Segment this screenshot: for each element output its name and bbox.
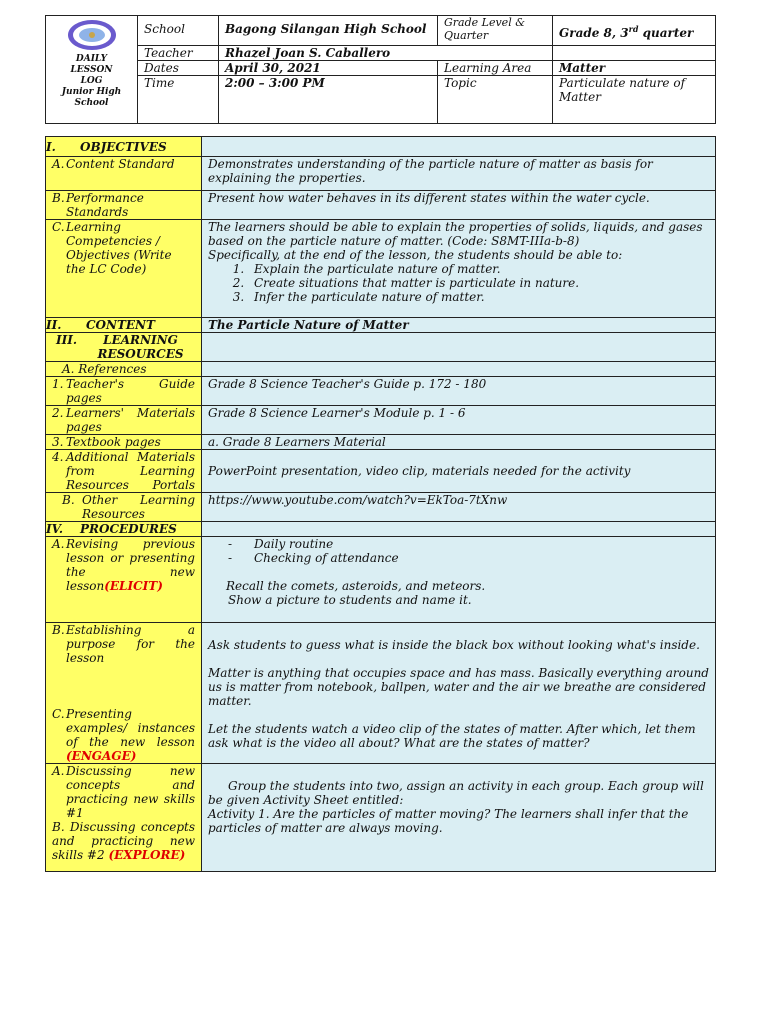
- content-standard-value: Demonstrates understanding of the particle nature of matter as basis for explaining the properties.: [202, 157, 716, 191]
- spacer: [208, 652, 709, 666]
- logo-label-lesson: LESSON: [70, 65, 113, 75]
- list-item: 3. Infer the particulate nature of matter.: [248, 290, 709, 304]
- learning-competencies-value: [202, 220, 716, 318]
- learning-resources-empty: [202, 333, 716, 362]
- discuss-2-text: [52, 820, 195, 862]
- procedures-heading-num: IV.: [46, 522, 64, 536]
- dates-value: April 30, 2021: [219, 61, 438, 76]
- other-resources-num: B.: [62, 493, 75, 507]
- learning-competencies-text-label: Learning Competencies / Objectives (Write the LC Code): [66, 220, 172, 276]
- examples-text: [66, 707, 195, 763]
- performance-standards-value: Present how water behaves in its different states within the water cycle.: [202, 191, 716, 220]
- textbook-pages-label: [46, 435, 202, 450]
- learners-materials-text-label: Learners' Materials pages: [66, 406, 195, 434]
- grade-level-sup: rd: [628, 24, 639, 34]
- explore-value: [202, 764, 716, 872]
- explore-paragraph-2: Activity 1. Are the particles of matter moving? The learners shall infer that the particles of matter are always moving.: [208, 807, 689, 835]
- objectives-heading: [46, 137, 202, 157]
- teacher-label: Teacher: [138, 46, 219, 61]
- learning-resources-num: III.: [56, 333, 78, 347]
- purpose-num: B.: [52, 623, 65, 637]
- other-resources-link[interactable]: https://www.youtube.com/watch?v=EkToa-7tXnw: [202, 493, 716, 522]
- competencies-text: The learners should be able to explain the properties of solids, liquids, and gases based on the particle nature of matter. (Code: S8MT-IIIa-b-8): [208, 220, 703, 248]
- topic-label: Topic: [438, 76, 553, 124]
- review-text-label: Revising previous lesson or presenting the new lesson: [66, 537, 195, 593]
- performance-standards-text-label: Performance Standards: [66, 191, 144, 219]
- blank-cell: [553, 46, 716, 61]
- content-standard-label: [46, 157, 202, 191]
- explore-label: [46, 764, 202, 872]
- elicit-tag: (ELICIT): [104, 579, 163, 593]
- spacer: [208, 708, 709, 722]
- learning-resources-text: LEARNING RESOURCES: [97, 333, 184, 361]
- logo-cell: [46, 16, 138, 124]
- explore-tag: (EXPLORE): [108, 848, 186, 862]
- teachers-guide-value: Grade 8 Science Teacher's Guide p. 172 - 180: [202, 377, 716, 406]
- other-resources-text-label: Other Learning Resources: [82, 493, 195, 521]
- objectives-heading-num: I.: [46, 140, 56, 154]
- content-heading-text: CONTENT: [86, 318, 155, 332]
- objectives-heading-text: OBJECTIVES: [80, 140, 167, 154]
- list-item: - Daily routine: [228, 537, 709, 551]
- procedures-heading-text: PROCEDURES: [80, 522, 177, 536]
- content-heading: [46, 318, 202, 333]
- dates-label: Dates: [138, 61, 219, 76]
- grade-level-text: Grade 8, 3: [559, 26, 629, 40]
- additional-materials-value: PowerPoint presentation, video clip, materials needed for the activity: [202, 450, 716, 493]
- grade-level-suffix: quarter: [638, 26, 694, 40]
- time-label: Time: [138, 76, 219, 124]
- examples-text-label: Presenting examples/ instances of the new lesson: [66, 707, 195, 749]
- review-value: [202, 537, 716, 623]
- list-item: 1. Explain the particulate nature of matter.: [248, 262, 709, 276]
- logo-label-school: School: [74, 98, 109, 108]
- textbook-pages-num: 3.: [52, 435, 64, 449]
- additional-materials-label: [46, 450, 202, 493]
- review-line-2: Show a picture to students and name it.: [228, 593, 472, 607]
- list-item: - Checking of attendance: [228, 551, 709, 565]
- header-table: [45, 15, 716, 124]
- engage-paragraph-2: Matter is anything that occupies space and has mass. Basically everything around us is matter from notebook, ballpen, water and the air we breathe are considered matter.: [208, 666, 709, 708]
- competencies-intro: Specifically, at the end of the lesson, the students should be able to:: [208, 248, 623, 262]
- content-standard-num: A.: [52, 157, 65, 171]
- list-item: 2. Create situations that matter is particulate in nature.: [248, 276, 709, 290]
- engage-tag: (ENGAGE): [66, 749, 137, 763]
- learners-materials-num: 2.: [52, 406, 64, 420]
- purpose-text-label: Establishing a purpose for the lesson: [66, 623, 195, 665]
- references-empty: [202, 362, 716, 377]
- learning-area-label: Learning Area: [438, 61, 553, 76]
- learning-competencies-label: [46, 220, 202, 318]
- learners-materials-value: Grade 8 Science Learner's Module p. 1 - 6: [202, 406, 716, 435]
- school-label: School: [138, 16, 219, 46]
- spacer: [208, 565, 709, 579]
- topic-value: Particulate nature of Matter: [553, 76, 716, 124]
- lesson-plan-table: [45, 136, 716, 872]
- learning-area-value: Matter: [553, 61, 716, 76]
- procedures-heading: [46, 522, 202, 537]
- discuss-1-text-label: Discussing new concepts and practicing new skills #1: [66, 764, 195, 820]
- learning-competencies-num: C.: [52, 220, 65, 234]
- explore-paragraph-1: Group the students into two, assign an activity in each group. Each group will be given Activity Sheet entitled:: [208, 779, 704, 807]
- review-text: [66, 537, 195, 593]
- performance-standards-num: B.: [52, 191, 65, 205]
- time-value: 2:00 – 3:00 PM: [219, 76, 438, 124]
- school-value: Bagong Silangan High School: [219, 16, 438, 46]
- grade-level-label: Grade Level & Quarter: [438, 16, 553, 46]
- review-list: [208, 537, 709, 565]
- teachers-guide-label: [46, 377, 202, 406]
- discuss-2-text-label: B. Discussing concepts and practicing new skills #2: [52, 820, 195, 862]
- engage-label: [46, 623, 202, 764]
- engage-value: [202, 623, 716, 764]
- logo-label-log: LOG: [80, 76, 103, 86]
- engage-paragraph-1: Ask students to guess what is inside the black box without looking what's inside.: [208, 638, 700, 652]
- learners-materials-label: [46, 406, 202, 435]
- additional-materials-text-label: Additional Materials from Learning Resources Portals: [66, 450, 195, 492]
- textbook-pages-text-label: Textbook pages: [66, 435, 161, 449]
- references-label: A. References: [46, 362, 202, 377]
- grade-level-value: [553, 16, 716, 46]
- textbook-pages-value: a. Grade 8 Learners Material: [202, 435, 716, 450]
- procedures-heading-empty: [202, 522, 716, 537]
- other-resources-label: [46, 493, 202, 522]
- competencies-list: [208, 262, 709, 304]
- additional-materials-num: 4.: [52, 450, 64, 464]
- teachers-guide-num: 1.: [52, 377, 64, 391]
- discuss-1-num: A.: [52, 764, 65, 778]
- logo-label-daily: DAILY: [75, 54, 108, 64]
- review-num: A.: [52, 537, 65, 551]
- teacher-value: Rhazel Joan S. Caballero: [219, 46, 553, 61]
- teachers-guide-text-label: Teacher's Guide pages: [66, 377, 195, 405]
- engage-paragraph-3: Let the students watch a video clip of the states of matter. After which, let them ask what is the video all about? What are the states of matter?: [208, 722, 696, 750]
- examples-num: C.: [52, 707, 65, 721]
- content-value: The Particle Nature of Matter: [202, 318, 716, 333]
- school-seal-icon: [66, 18, 118, 52]
- learning-resources-heading: [46, 333, 202, 362]
- review-label: [46, 537, 202, 623]
- spacer: [52, 665, 195, 707]
- logo-label-junior-high: Junior High: [61, 87, 122, 97]
- review-line-1: Recall the comets, asteroids, and meteors.: [226, 579, 486, 593]
- content-heading-num: II.: [46, 318, 62, 332]
- content-standard-text-label: Content Standard: [66, 157, 175, 171]
- performance-standards-label: [46, 191, 202, 220]
- objectives-heading-empty: [202, 137, 716, 157]
